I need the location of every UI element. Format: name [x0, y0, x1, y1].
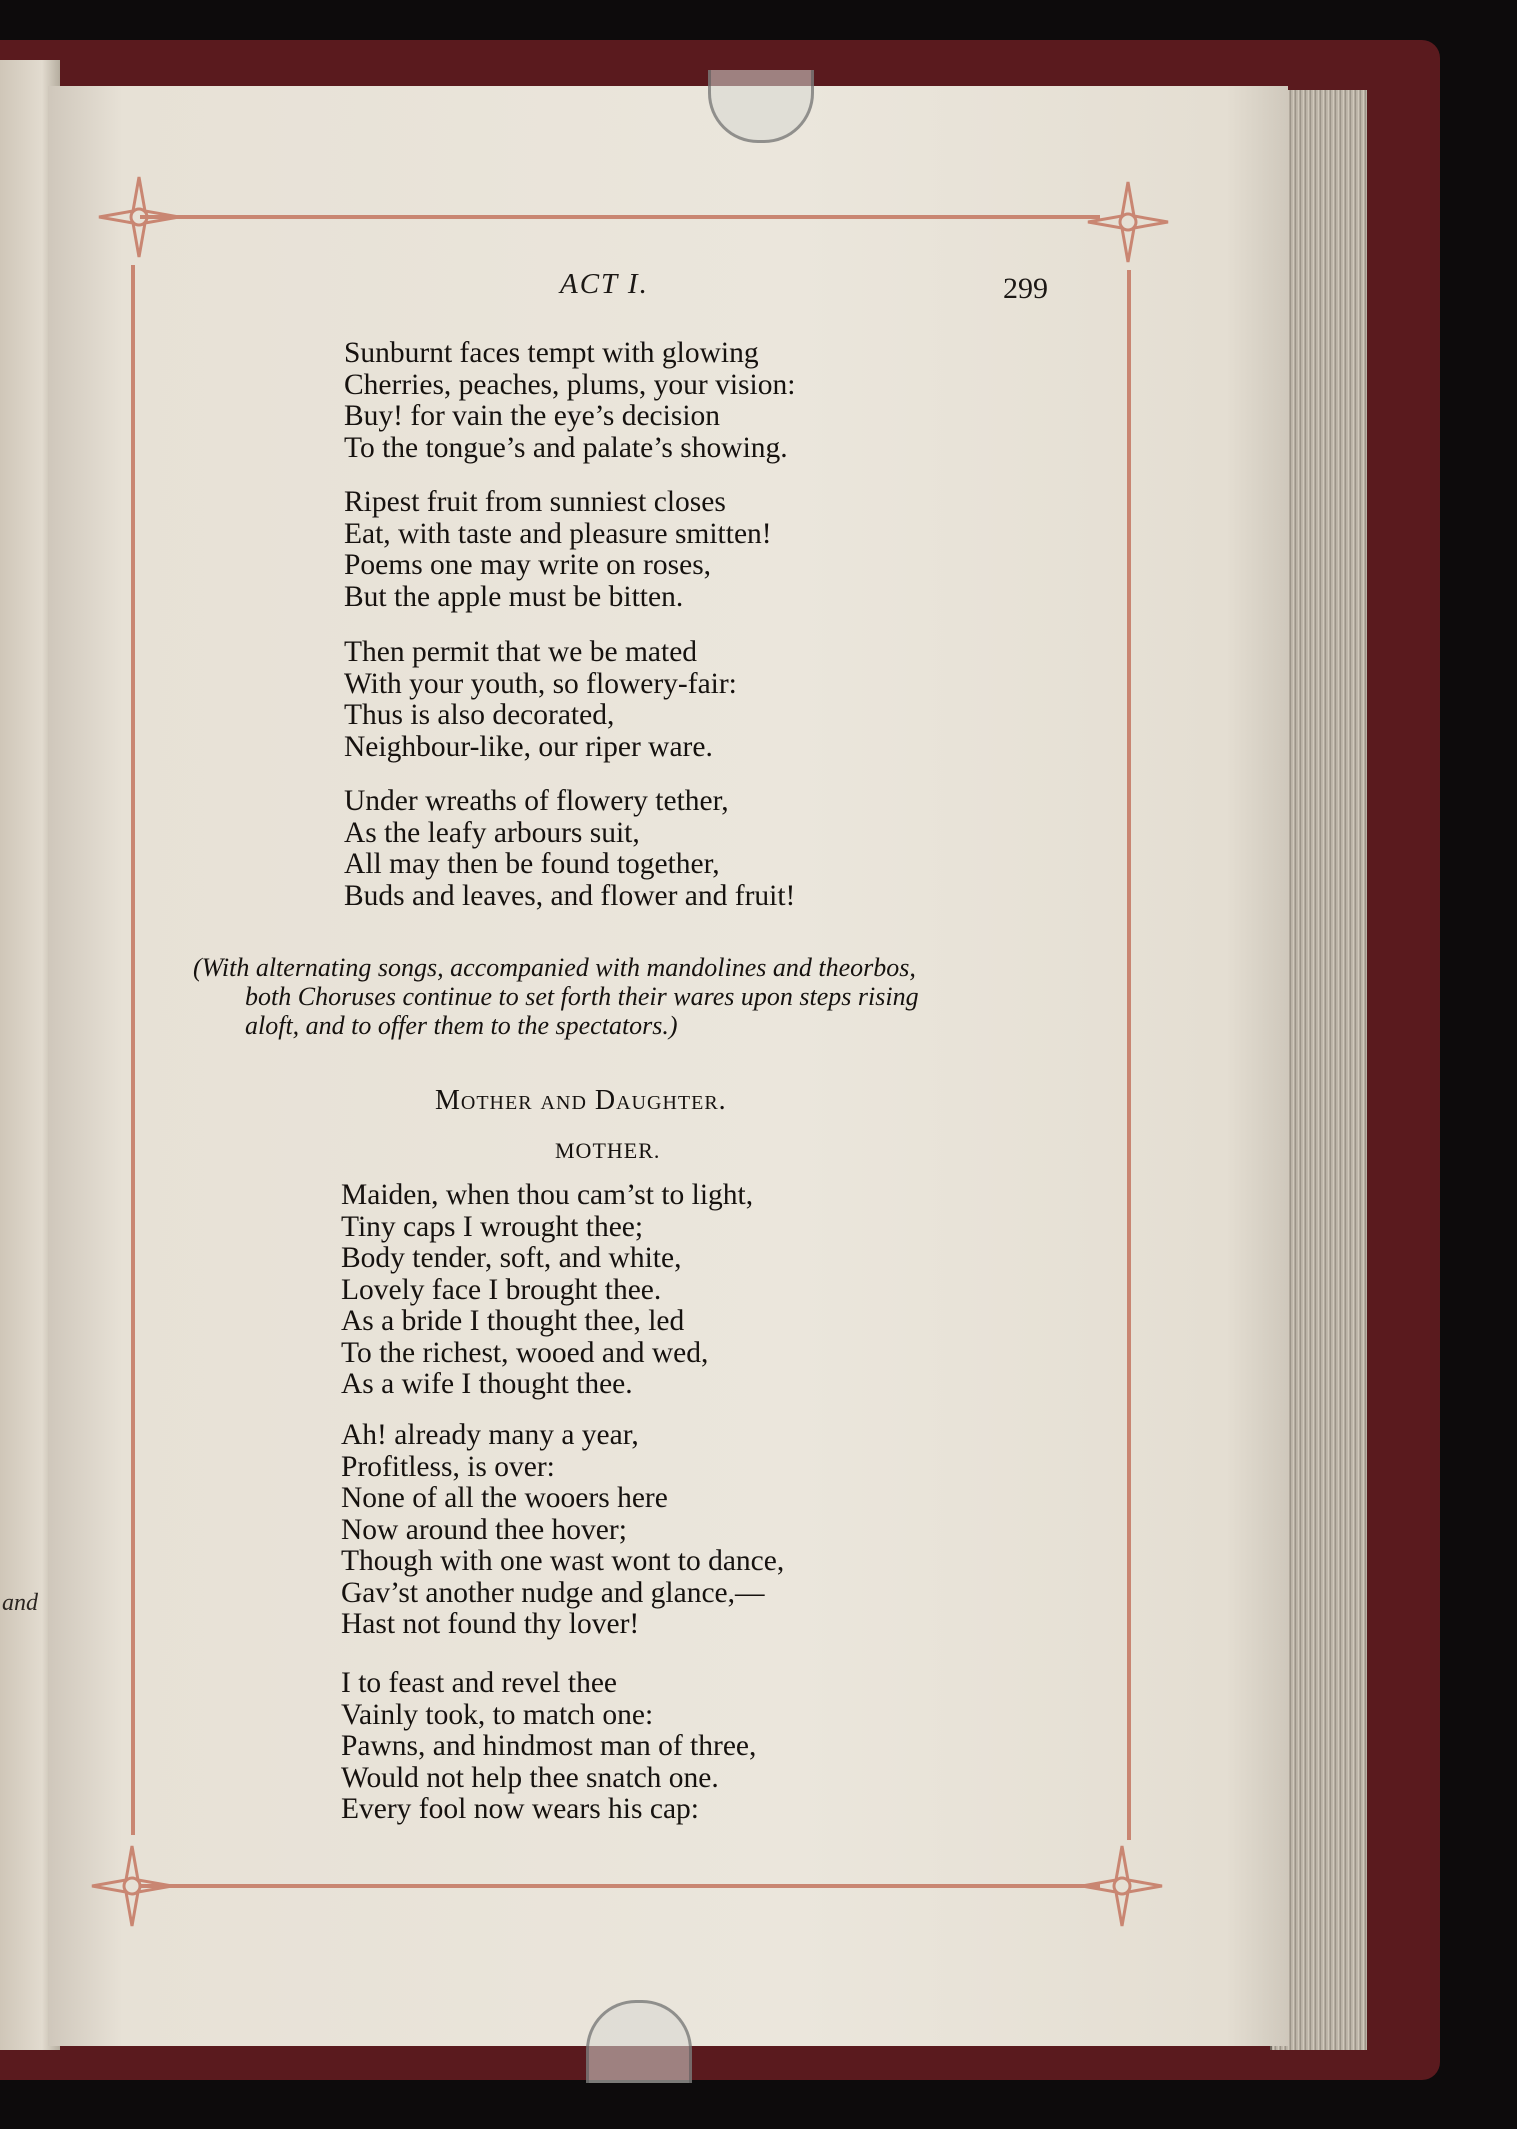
frame-corner-ornament — [1078, 1842, 1166, 1930]
verse-line: Eat, with taste and pleasure smitten! — [344, 517, 772, 550]
stanza — [344, 338, 795, 464]
stanza — [344, 637, 737, 763]
verse-line: All may then be found together, — [344, 848, 720, 880]
verse-line: Under wreaths of flowery tether, — [344, 785, 729, 817]
verse-line: Buds and leaves, and flower and fruit! — [344, 879, 796, 912]
frame-corner-ornament — [88, 1842, 176, 1930]
verse-line: Lovely face I brought thee. — [341, 1273, 662, 1306]
frame-border-bottom — [140, 1884, 1100, 1888]
frame-border-left — [131, 265, 135, 1835]
verse-line: Ah! already many a year, — [341, 1419, 639, 1451]
verse-line: Ripest fruit from sunniest closes — [344, 486, 726, 518]
frame-border-top — [140, 215, 1100, 219]
verse-line: Hast not found thy lover! — [341, 1608, 640, 1640]
stanza — [341, 1420, 784, 1641]
frame-border-right — [1127, 270, 1131, 1840]
verse-line: Sunburnt faces tempt with glowing — [344, 337, 759, 369]
section-heading: Mother and Daughter. — [435, 1085, 727, 1116]
stanza — [341, 1180, 753, 1401]
verse-line: Buy! for vain the eye’s decision — [344, 400, 721, 432]
verse-line: Neighbour-like, our riper ware. — [344, 730, 713, 763]
stanza — [344, 487, 772, 613]
page-number: 299 — [1003, 272, 1048, 305]
frame-corner-ornament — [1084, 178, 1172, 266]
running-head: ACT I. — [560, 268, 649, 300]
speaker-name: MOTHER. — [555, 1138, 661, 1163]
verse-line: Gav’st another nudge and glance,— — [341, 1576, 765, 1609]
frame-corner-ornament — [95, 173, 183, 261]
verse-line: Tiny caps I wrought thee; — [341, 1210, 644, 1243]
verse-line: Poems one may write on roses, — [344, 549, 712, 581]
verse-line: With your youth, so flowery-fair: — [344, 667, 737, 700]
facing-page-fragment: and — [2, 1590, 38, 1616]
verse-line: As the leafy arbours suit, — [344, 816, 640, 849]
stage-direction — [193, 953, 1073, 1040]
verse-line: I to feast and revel thee — [341, 1667, 618, 1699]
verse-line: Maiden, when thou cam’st to light, — [341, 1179, 754, 1211]
verse-line: To the richest, wooed and wed, — [341, 1336, 709, 1369]
page-clip-bottom — [586, 2000, 692, 2083]
verse-line: Then permit that we be mated — [344, 636, 698, 668]
stanza — [341, 1668, 756, 1826]
verse-line: As a wife I thought thee. — [341, 1368, 633, 1400]
verse-line: To the tongue’s and palate’s showing. — [344, 431, 788, 464]
verse-line: Every fool now wears his cap: — [341, 1793, 699, 1825]
verse-line: Vainly took, to match one: — [341, 1698, 654, 1731]
verse-line: Though with one wast wont to dance, — [341, 1545, 785, 1577]
verse-line: Cherries, peaches, plums, your vision: — [344, 368, 796, 401]
verse-line: None of all the wooers here — [341, 1482, 668, 1514]
verse-line: As a bride I thought thee, led — [341, 1305, 685, 1337]
verse-line: Thus is also decorated, — [344, 699, 615, 731]
verse-line: Profitless, is over: — [341, 1450, 555, 1483]
stage-direction-line: (With alternating songs, accompanied with mandolines and theorbos, — [193, 953, 916, 982]
stage-direction-line: both Choruses continue to set forth their wares upon steps rising — [245, 982, 919, 1011]
verse-line: But the apple must be bitten. — [344, 580, 684, 613]
verse-line: Pawns, and hindmost man of three, — [341, 1730, 757, 1762]
verse-line: Would not help thee snatch one. — [341, 1761, 719, 1794]
stage-direction-line: aloft, and to offer them to the spectators.) — [245, 1011, 678, 1040]
verse-line: Body tender, soft, and white, — [341, 1242, 682, 1274]
stanza — [344, 786, 795, 912]
verse-line: Now around thee hover; — [341, 1513, 627, 1546]
